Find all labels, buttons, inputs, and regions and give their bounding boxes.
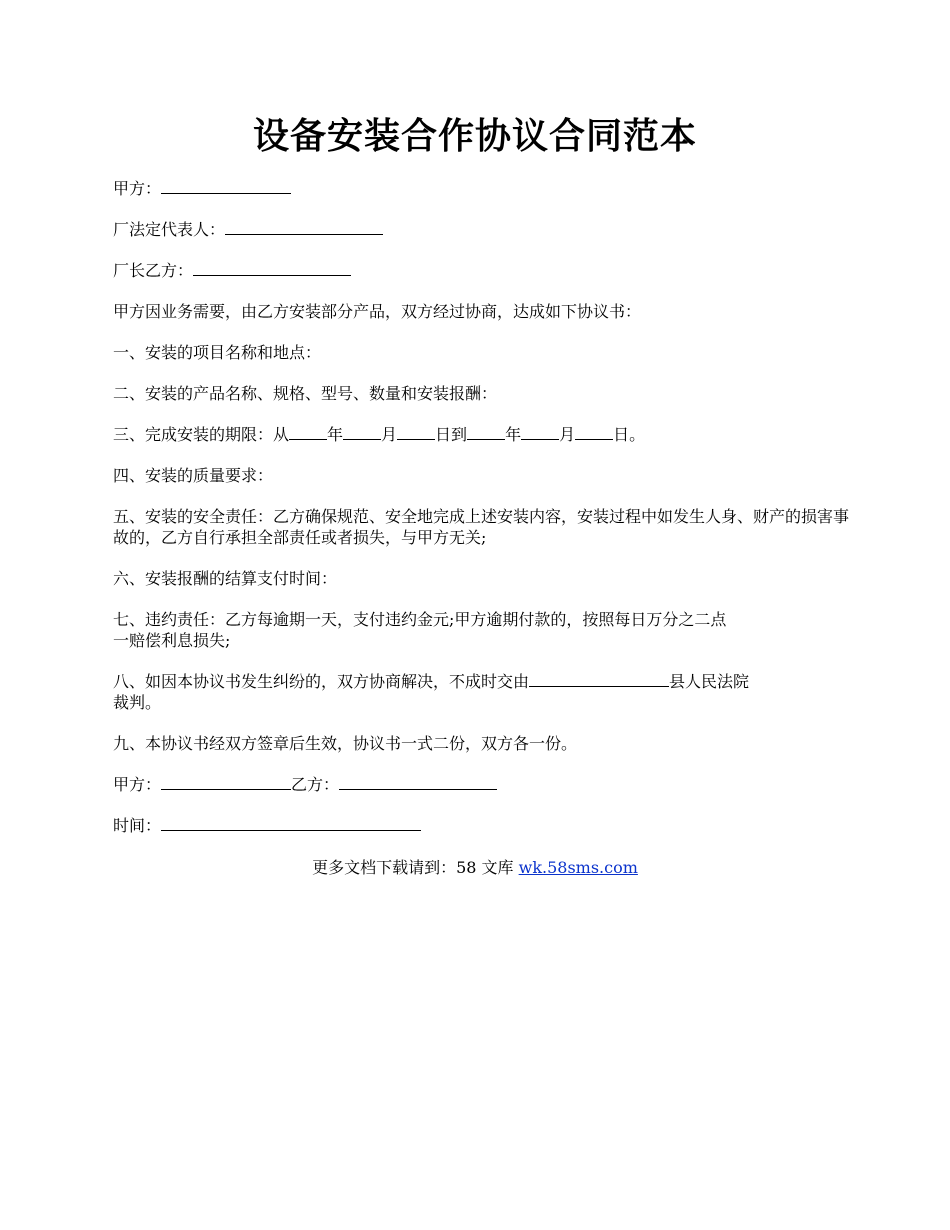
- sign-party-a-blank: [161, 774, 291, 790]
- legal-rep-label: 厂法定代表人：: [113, 220, 226, 239]
- clause-3: [113, 424, 853, 445]
- clause-8: [113, 671, 853, 713]
- intro-paragraph: 甲方因业务需要，由乙方安装部分产品，双方经过协商，达成如下协议书：: [113, 302, 642, 321]
- court-blank: [529, 671, 669, 687]
- year-blank-1: [289, 424, 327, 440]
- sign-party-a-label: 甲方：: [113, 775, 162, 794]
- day-blank-2: [575, 424, 613, 440]
- clause-3-year2: 年: [505, 425, 522, 444]
- clause-8-prefix: 八、如因本协议书发生纠纷的，双方协商解决，不成时交由: [113, 672, 530, 691]
- sign-party-b-label: 乙方：: [291, 775, 340, 794]
- clause-2: 二、安装的产品名称、规格、型号、数量和安装报酬：: [113, 384, 498, 403]
- month-blank-1: [343, 424, 381, 440]
- clause-3-month1: 月: [381, 425, 398, 444]
- factory-party-b-blank: [193, 260, 351, 276]
- day-blank-1: [397, 424, 435, 440]
- year-blank-2: [467, 424, 505, 440]
- clause-6: 六、安装报酬的结算支付时间：: [113, 569, 338, 588]
- party-a-line: [113, 178, 853, 199]
- clause-9: 九、本协议书经双方签章后生效，协议书一式二份，双方各一份。: [113, 734, 578, 753]
- sign-party-b-blank: [339, 774, 497, 790]
- footer-link[interactable]: wk.58sms.com: [518, 858, 638, 877]
- clause-7-line-1: 七、违约责任：乙方每逾期一天，支付违约金元;甲方逾期付款的，按照每日万分之二点: [113, 610, 727, 629]
- party-a-label: 甲方：: [113, 179, 162, 198]
- legal-rep-line: [113, 219, 853, 240]
- document-body: [113, 178, 853, 856]
- clause-3-prefix: 三、完成安装的期限：从: [113, 425, 290, 444]
- time-line: [113, 815, 853, 836]
- factory-party-b-label: 厂长乙方：: [113, 261, 194, 280]
- clause-3-day-end: 日。: [613, 425, 646, 444]
- clause-1: 一、安装的项目名称和地点：: [113, 343, 322, 362]
- factory-party-b-line: [113, 260, 853, 281]
- signature-line: [113, 774, 853, 795]
- time-label: 时间：: [113, 816, 162, 835]
- clause-3-year1: 年: [327, 425, 344, 444]
- footer: [0, 857, 950, 879]
- clause-5: 五、安装的安全责任：乙方确保规范、安全地完成上述安装内容，安装过程中如发生人身、财产的损害事故的，乙方自行承担全部责任或者损失，与甲方无关;: [113, 507, 850, 547]
- time-blank: [161, 815, 421, 831]
- clause-7-line-2: 一赔偿利息损失;: [113, 631, 231, 650]
- clause-3-day-to: 日到: [435, 425, 468, 444]
- legal-rep-blank: [225, 219, 383, 235]
- footer-text: 更多文档下载请到：58 文库: [312, 858, 519, 877]
- clause-3-month2: 月: [559, 425, 576, 444]
- clause-8-suffix: 县人民法院: [669, 672, 750, 691]
- document-title: 设备安装合作协议合同范本: [252, 115, 697, 157]
- party-a-blank: [161, 178, 291, 194]
- month-blank-2: [521, 424, 559, 440]
- clause-7: [113, 609, 853, 651]
- clause-8-line-2: 裁判。: [113, 693, 162, 712]
- clause-4: 四、安装的质量要求：: [113, 466, 274, 485]
